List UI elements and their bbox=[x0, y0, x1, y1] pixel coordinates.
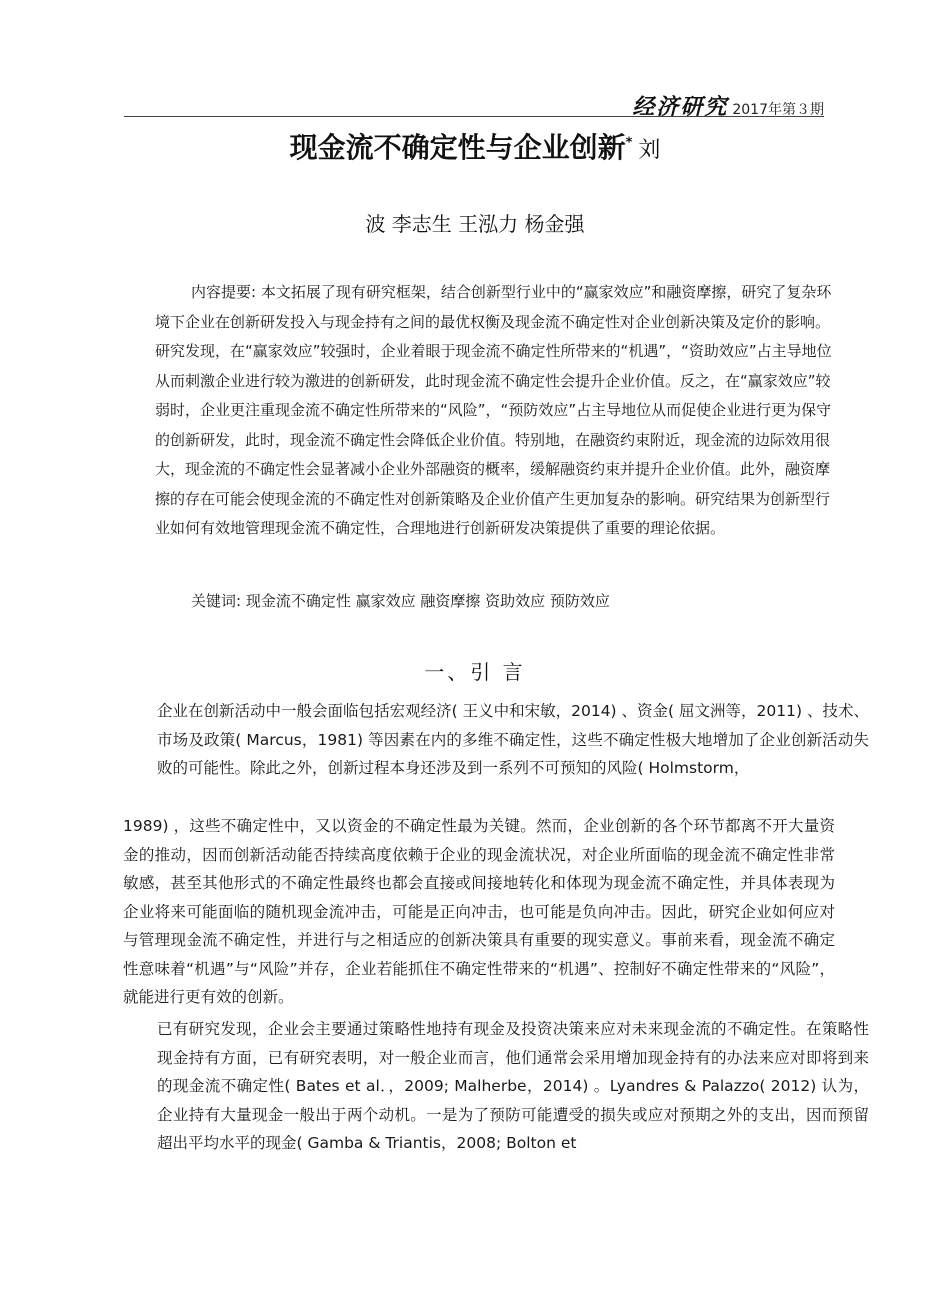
abstract-label: 内容提要: bbox=[191, 283, 261, 301]
section-heading: 一、引 言 bbox=[424, 660, 526, 684]
abstract-text: 本文拓展了现有研究框架，结合创新型行业中的“赢家效应”和融资摩擦，研究了复杂环境下企业在创新研发投入与现金持有之间的最优权衡及现金流不确定性对企业创新决策及定价的影响。研究发现，在“赢家效应”较强时，企业着眼于现金流不确定性所带来的“机遇”，“资助效应”占主导地位从而刺激企业进行较为激进的创新研发，此时现金流不确定性会提升企业价值。反之，在“赢家效应”较弱时，企业更注重现金流不确定性所带来的“风险”，“预防效应”占主导地位从而促使企业进行更为保守的创新研发，此时，现金流不确定性会降低企业价值。特别地，在融资约束附近，现金流的边际效用很大，现金流的不确定性会显著减小企业外部融资的概率，缓解融资约束并提升企业价值。此外，融资摩擦的存在可能会使现金流的不确定性对创新策略及企业价值产生更加复杂的影响。研究结果为创新型行业如何有效地管理现金流不确定性，合理地进行创新研发决策提供了重要的理论依据。 bbox=[155, 283, 832, 537]
author-list: 波 李志生 王泓力 杨金强 bbox=[365, 212, 585, 236]
title-tail: 刘 bbox=[638, 138, 661, 163]
journal-logo: 经济研究 bbox=[632, 94, 729, 120]
body-paragraph: 已有研究发现，企业会主要通过策略性地持有现金及投资决策来应对未来现金流的不确定性。在策略性现金持有方面，已有研究表明，对一般企业而言，他们通常会采用增加现金持有的办法来应对即将到来的现金流不确定性( Bates et al．，2009; Malherbe，2014) 。Lyandres & Palazzo( 2012) 认为，企业持有大量现金一般出于两个动机。一是为了预防可能遭受的损失或应对预期之外的支出，因而预留超出平均水平的现金( Gamba & Triantis，2008; Bolton et bbox=[157, 1020, 869, 1152]
journal-masthead bbox=[632, 90, 824, 121]
abstract bbox=[155, 278, 835, 544]
title-footnote-mark: * bbox=[625, 135, 633, 151]
title-text: 现金流不确定性与企业创新 bbox=[289, 131, 626, 164]
keywords-text: 现金流不确定性 赢家效应 融资摩擦 资助效应 预防效应 bbox=[245, 592, 610, 610]
keywords-label: 关键词: bbox=[191, 592, 246, 610]
keywords bbox=[191, 590, 610, 611]
issue-number: 2017年第３期 bbox=[732, 102, 824, 118]
body-paragraph: 1989) ，这些不确定性中，又以资金的不确定性最为关键。然而，企业创新的各个环节都离不开大量资金的推动，因而创新活动能否持续高度依赖于企业的现金流状况，对企业所面临的现金流不确定性非常敏感，甚至其他形式的不确定性最终也都会直接或间接地转化和体现为现金流不确定性，并具体表现为企业将来可能面临的随机现金流冲击，可能是正向冲击，也可能是负向冲击。因此，研究企业如何应对与管理现金流不确定性，并进行与之相适应的创新决策具有重要的现实意义。事前来看，现金流不确定性意味着“机遇”与“风险”并存，企业若能抓住不确定性带来的“机遇”、控制好不确定性带来的“风险”，就能进行更有效的创新。 bbox=[123, 817, 835, 1006]
article-title bbox=[0, 126, 950, 166]
body-paragraph: 企业在创新活动中一般会面临包括宏观经济( 王义中和宋敏，2014) 、资金( 屈文洲等，2011) 、技术、市场及政策( Marcus，1981) 等因素在内的多维不确定性，这些不确定性极大地增加了企业创新活动失败的可能性。除此之外，创新过程本身还涉及到一系列不可预知的风险( Holmstorm， bbox=[157, 702, 869, 777]
page-header bbox=[124, 86, 824, 120]
